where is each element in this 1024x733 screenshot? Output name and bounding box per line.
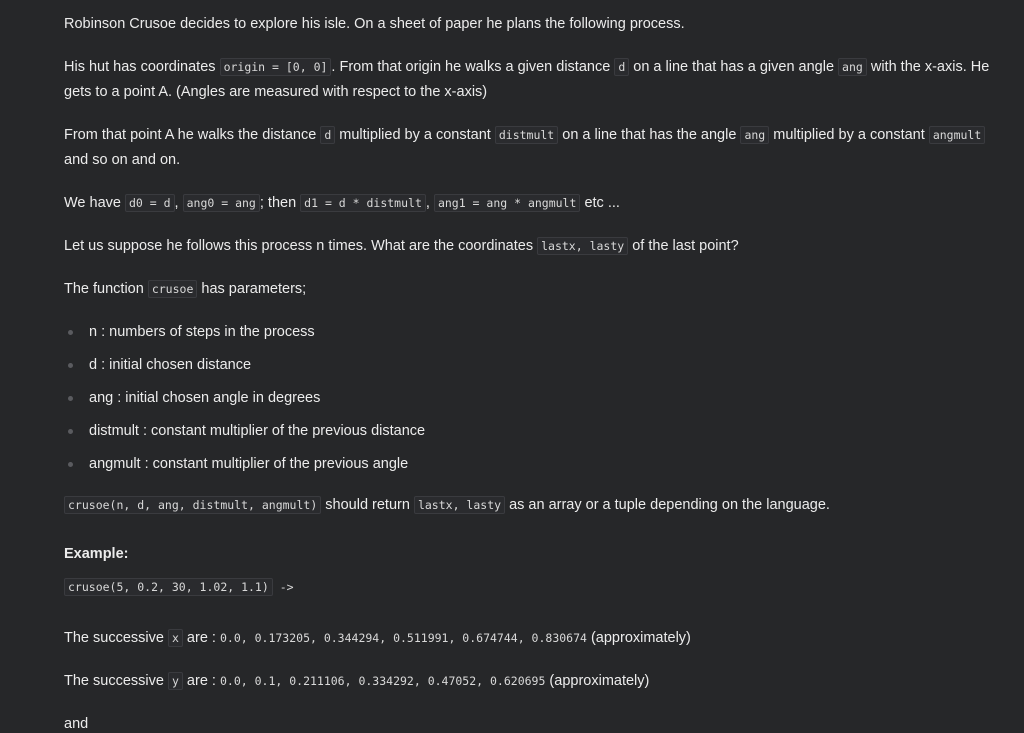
text: (approximately) <box>545 673 650 689</box>
text: multiplied by a constant <box>335 127 495 143</box>
code-lastx-lasty: lastx, lasty <box>414 496 505 514</box>
code-x-values: 0.0, 0.173205, 0.344294, 0.511991, 0.674744, 0.830674 <box>219 631 587 645</box>
code-y-values: 0.0, 0.1, 0.211106, 0.334292, 0.47052, 0.620695 <box>219 674 546 688</box>
x-values-paragraph <box>64 626 1009 651</box>
list-item: angmult : constant multiplier of the previous angle <box>64 452 1009 477</box>
code-d: d <box>614 58 629 76</box>
code-d: d <box>320 126 335 144</box>
code-ang1: ang1 = ang * angmult <box>434 194 580 212</box>
text: multiplied by a constant <box>769 127 929 143</box>
text: with the x-axis. He gets to a point A. (Angles are measured with respect to the x-axis) <box>64 59 990 100</box>
code-ang: ang <box>740 126 769 144</box>
question-paragraph <box>64 234 1009 259</box>
kata-description <box>64 12 1009 733</box>
text: should return <box>321 497 414 513</box>
process-paragraph <box>64 123 1009 173</box>
list-item: n : numbers of steps in the process <box>64 320 1009 345</box>
function-paragraph <box>64 277 1009 302</box>
origin-paragraph <box>64 55 1009 105</box>
text: are : <box>182 630 220 646</box>
text: of the last point? <box>628 238 739 254</box>
code-ang: ang <box>838 58 867 76</box>
code-x: x <box>168 629 183 647</box>
code-d1: d1 = d * distmult <box>300 194 426 212</box>
text: as an array or a tuple depending on the language. <box>505 497 830 513</box>
text: From that point A he walks the distance <box>64 127 321 143</box>
code-lastx-lasty: lastx, lasty <box>537 237 628 255</box>
text: (approximately) <box>586 630 691 646</box>
y-values-paragraph <box>64 669 1009 694</box>
list-item: ang : initial chosen angle in degrees <box>64 386 1009 411</box>
code-origin: origin = [0, 0] <box>220 58 332 76</box>
text: , <box>174 195 183 211</box>
text: We have <box>64 195 125 211</box>
text: on a line that has a given angle <box>629 59 839 75</box>
text: and so on and on. <box>64 152 181 168</box>
and-paragraph: and <box>64 716 89 732</box>
text: on a line that has the angle <box>558 127 741 143</box>
text: . From that origin he walks a given distance <box>331 59 615 75</box>
text: The function <box>64 281 148 297</box>
code-crusoe: crusoe <box>148 280 198 298</box>
text: has parameters; <box>197 281 307 297</box>
text: His hut has coordinates <box>64 59 220 75</box>
code-angmult: angmult <box>929 126 985 144</box>
text: etc ... <box>580 195 620 211</box>
text: ; then <box>259 195 301 211</box>
code-d0: d0 = d <box>125 194 175 212</box>
parameter-list <box>64 320 1009 477</box>
code-distmult: distmult <box>495 126 558 144</box>
return-paragraph <box>64 493 1009 518</box>
text: The successive <box>64 630 168 646</box>
code-y: y <box>168 672 183 690</box>
intro-paragraph: Robinson Crusoe decides to explore his isle. On a sheet of paper he plans the following process. <box>64 16 685 32</box>
formula-paragraph <box>64 191 1009 216</box>
example-arrow: -> <box>272 580 294 594</box>
list-item: d : initial chosen distance <box>64 353 1009 378</box>
example-heading: Example: <box>64 546 129 562</box>
code-signature: crusoe(n, d, ang, distmult, angmult) <box>64 496 321 514</box>
text: are : <box>182 673 220 689</box>
example-call <box>64 575 1009 600</box>
code-example-call: crusoe(5, 0.2, 30, 1.02, 1.1) <box>64 578 273 596</box>
text: , <box>425 195 434 211</box>
text: The successive <box>64 673 168 689</box>
list-item: distmult : constant multiplier of the previous distance <box>64 419 1009 444</box>
text: Let us suppose he follows this process n times. What are the coordinates <box>64 238 538 254</box>
code-ang0: ang0 = ang <box>183 194 260 212</box>
